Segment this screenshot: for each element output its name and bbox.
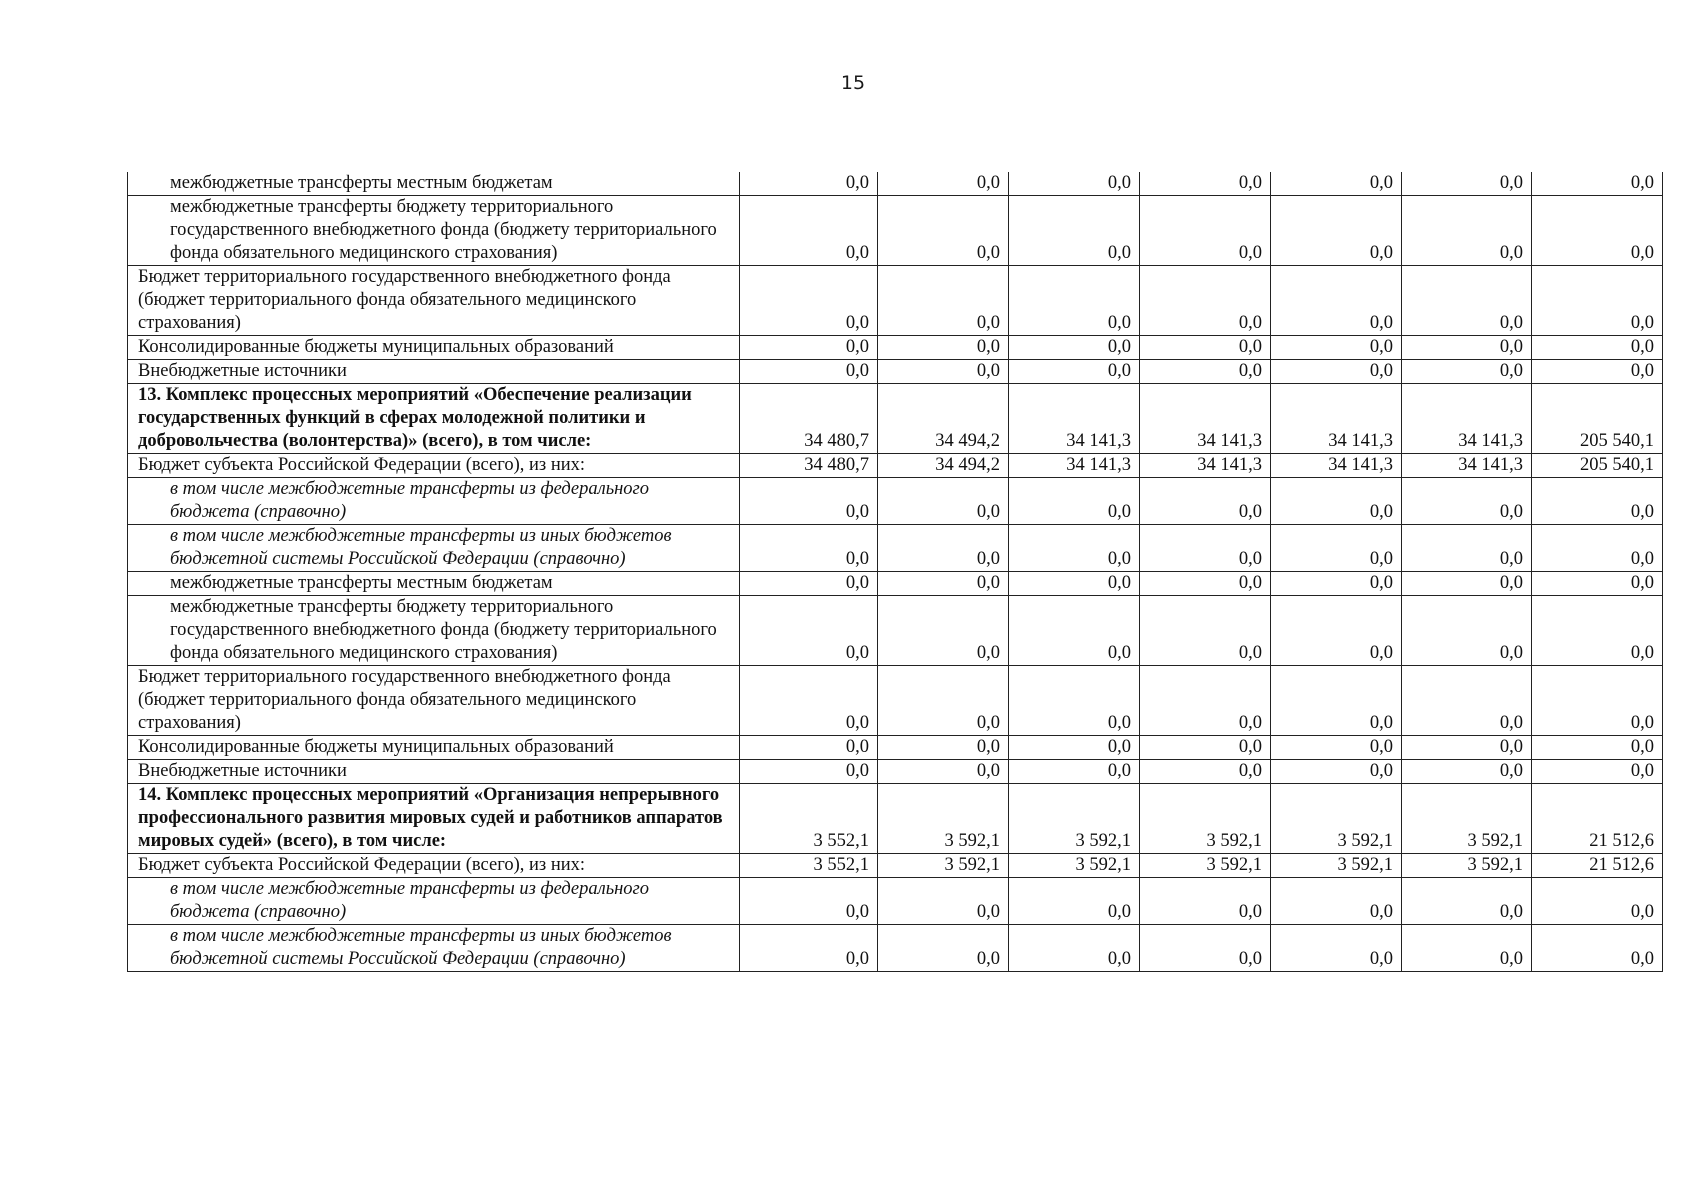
- value-cell: 0,0: [1271, 172, 1402, 196]
- value-cell: 0,0: [1140, 525, 1271, 572]
- table-row: [128, 760, 1663, 784]
- value-cell: 34 141,3: [1402, 384, 1532, 454]
- table-row: [128, 854, 1663, 878]
- value-cell: 0,0: [1271, 878, 1402, 925]
- value-cell: 34 141,3: [1271, 384, 1402, 454]
- value-cell: 0,0: [1271, 266, 1402, 336]
- value-cell: 0,0: [1271, 336, 1402, 360]
- value-cell: 0,0: [1009, 572, 1140, 596]
- value-cell: 0,0: [1140, 666, 1271, 736]
- row-label: в том числе межбюджетные трансферты из иных бюджетов бюджетной системы Российской Федерации (справочно): [128, 925, 740, 972]
- value-cell: 34 494,2: [878, 454, 1009, 478]
- value-cell: 0,0: [1402, 596, 1532, 666]
- value-cell: 0,0: [1140, 360, 1271, 384]
- value-cell: 34 480,7: [740, 454, 878, 478]
- row-label: Бюджет территориального государственного внебюджетного фонда (бюджет территориального фонда обязательного медицинского страхования): [128, 266, 740, 336]
- value-cell: 0,0: [740, 878, 878, 925]
- value-cell: 34 494,2: [878, 384, 1009, 454]
- value-cell: 34 141,3: [1009, 454, 1140, 478]
- value-cell: 0,0: [1271, 360, 1402, 384]
- row-label: 13. Комплекс процессных мероприятий «Обеспечение реализации государственных функций в сферах молодежной политики и добровольчества (волонтерства)» (всего), в том числе:: [128, 384, 740, 454]
- value-cell: 3 592,1: [1271, 854, 1402, 878]
- row-label: межбюджетные трансферты местным бюджетам: [128, 172, 740, 196]
- row-label: в том числе межбюджетные трансферты из федерального бюджета (справочно): [128, 478, 740, 525]
- value-cell: 34 141,3: [1402, 454, 1532, 478]
- value-cell: 34 141,3: [1140, 454, 1271, 478]
- value-cell: 0,0: [1140, 925, 1271, 972]
- row-label: межбюджетные трансферты бюджету территориального государственного внебюджетного фонда (бюджету территориального фонда обязательного медицинского страхования): [128, 596, 740, 666]
- value-cell: 0,0: [878, 760, 1009, 784]
- value-cell: 0,0: [1532, 596, 1663, 666]
- value-cell: 0,0: [1140, 878, 1271, 925]
- value-cell: 0,0: [1532, 760, 1663, 784]
- value-cell: 0,0: [1402, 266, 1532, 336]
- value-cell: 0,0: [1402, 878, 1532, 925]
- page-number: 15: [840, 72, 866, 94]
- value-cell: 0,0: [1140, 572, 1271, 596]
- value-cell: 0,0: [1532, 525, 1663, 572]
- value-cell: 0,0: [1009, 525, 1140, 572]
- value-cell: 34 480,7: [740, 384, 878, 454]
- table-row: [128, 360, 1663, 384]
- value-cell: 3 592,1: [1271, 784, 1402, 854]
- value-cell: 21 512,6: [1532, 784, 1663, 854]
- value-cell: 0,0: [1402, 525, 1532, 572]
- value-cell: 0,0: [1140, 336, 1271, 360]
- value-cell: 34 141,3: [1009, 384, 1140, 454]
- value-cell: 0,0: [740, 596, 878, 666]
- row-label: Консолидированные бюджеты муниципальных образований: [128, 736, 740, 760]
- table-row: [128, 878, 1663, 925]
- value-cell: 3 552,1: [740, 854, 878, 878]
- value-cell: 0,0: [878, 360, 1009, 384]
- value-cell: 0,0: [1009, 360, 1140, 384]
- value-cell: 0,0: [1009, 878, 1140, 925]
- value-cell: 205 540,1: [1532, 454, 1663, 478]
- value-cell: 0,0: [1532, 336, 1663, 360]
- table-row: [128, 478, 1663, 525]
- row-label: межбюджетные трансферты бюджету территориального государственного внебюджетного фонда (бюджету территориального фонда обязательного медицинского страхования): [128, 196, 740, 266]
- value-cell: 0,0: [740, 196, 878, 266]
- row-label: Бюджет субъекта Российской Федерации (всего), из них:: [128, 854, 740, 878]
- value-cell: 3 552,1: [740, 784, 878, 854]
- row-label: Бюджет территориального государственного внебюджетного фонда (бюджет территориального фонда обязательного медицинского страхования): [128, 666, 740, 736]
- value-cell: 3 592,1: [878, 854, 1009, 878]
- value-cell: 0,0: [1271, 666, 1402, 736]
- value-cell: 0,0: [740, 336, 878, 360]
- value-cell: 0,0: [1009, 336, 1140, 360]
- value-cell: 0,0: [1271, 572, 1402, 596]
- value-cell: 0,0: [1271, 196, 1402, 266]
- value-cell: 0,0: [878, 666, 1009, 736]
- value-cell: 34 141,3: [1140, 384, 1271, 454]
- value-cell: 21 512,6: [1532, 854, 1663, 878]
- value-cell: 0,0: [1532, 925, 1663, 972]
- value-cell: 0,0: [740, 666, 878, 736]
- value-cell: 0,0: [1140, 172, 1271, 196]
- value-cell: 0,0: [1009, 666, 1140, 736]
- table-row: [128, 784, 1663, 854]
- value-cell: 0,0: [1402, 478, 1532, 525]
- value-cell: 0,0: [740, 266, 878, 336]
- table-row: [128, 336, 1663, 360]
- value-cell: 3 592,1: [1140, 854, 1271, 878]
- value-cell: 0,0: [1271, 736, 1402, 760]
- value-cell: 0,0: [1009, 266, 1140, 336]
- row-label: в том числе межбюджетные трансферты из иных бюджетов бюджетной системы Российской Федерации (справочно): [128, 525, 740, 572]
- value-cell: 0,0: [1009, 925, 1140, 972]
- value-cell: 0,0: [740, 925, 878, 972]
- value-cell: 0,0: [1271, 760, 1402, 784]
- row-label: Бюджет субъекта Российской Федерации (всего), из них:: [128, 454, 740, 478]
- table-row: [128, 572, 1663, 596]
- row-label: межбюджетные трансферты местным бюджетам: [128, 572, 740, 596]
- value-cell: 0,0: [878, 172, 1009, 196]
- table-row: [128, 736, 1663, 760]
- value-cell: 0,0: [1532, 666, 1663, 736]
- table-row: [128, 925, 1663, 972]
- value-cell: 0,0: [878, 478, 1009, 525]
- table-row: [128, 525, 1663, 572]
- value-cell: 0,0: [1271, 525, 1402, 572]
- value-cell: 0,0: [1271, 596, 1402, 666]
- value-cell: 34 141,3: [1271, 454, 1402, 478]
- value-cell: 0,0: [1532, 878, 1663, 925]
- value-cell: 0,0: [878, 266, 1009, 336]
- table-row: [128, 172, 1663, 196]
- value-cell: 0,0: [1532, 172, 1663, 196]
- value-cell: 0,0: [1532, 736, 1663, 760]
- value-cell: 0,0: [1532, 360, 1663, 384]
- value-cell: 0,0: [1402, 360, 1532, 384]
- value-cell: 3 592,1: [1402, 854, 1532, 878]
- value-cell: 0,0: [740, 736, 878, 760]
- value-cell: 0,0: [1009, 760, 1140, 784]
- value-cell: 0,0: [1140, 736, 1271, 760]
- value-cell: 0,0: [878, 572, 1009, 596]
- value-cell: 0,0: [1402, 336, 1532, 360]
- row-label: Консолидированные бюджеты муниципальных образований: [128, 336, 740, 360]
- value-cell: 0,0: [1532, 572, 1663, 596]
- value-cell: 0,0: [740, 760, 878, 784]
- row-label: в том числе межбюджетные трансферты из федерального бюджета (справочно): [128, 878, 740, 925]
- value-cell: 0,0: [1009, 196, 1140, 266]
- value-cell: 0,0: [740, 525, 878, 572]
- value-cell: 0,0: [1532, 266, 1663, 336]
- value-cell: 0,0: [1532, 196, 1663, 266]
- value-cell: 0,0: [740, 172, 878, 196]
- value-cell: 0,0: [1402, 925, 1532, 972]
- value-cell: 0,0: [1271, 478, 1402, 525]
- table-row: [128, 384, 1663, 454]
- value-cell: 205 540,1: [1532, 384, 1663, 454]
- value-cell: 0,0: [1009, 172, 1140, 196]
- table-row: [128, 196, 1663, 266]
- value-cell: 3 592,1: [1140, 784, 1271, 854]
- value-cell: 0,0: [1402, 572, 1532, 596]
- value-cell: 0,0: [878, 596, 1009, 666]
- value-cell: 0,0: [740, 360, 878, 384]
- value-cell: 0,0: [878, 736, 1009, 760]
- row-label: 14. Комплекс процессных мероприятий «Организация непрерывного профессионального развития мировых судей и работников аппаратов мировых судей» (всего), в том числе:: [128, 784, 740, 854]
- value-cell: 0,0: [1140, 478, 1271, 525]
- value-cell: 0,0: [1532, 478, 1663, 525]
- value-cell: 0,0: [1271, 925, 1402, 972]
- value-cell: 0,0: [878, 878, 1009, 925]
- value-cell: 3 592,1: [1402, 784, 1532, 854]
- value-cell: 0,0: [878, 925, 1009, 972]
- value-cell: 0,0: [1402, 196, 1532, 266]
- value-cell: 0,0: [1140, 760, 1271, 784]
- table-row: [128, 266, 1663, 336]
- table-row: [128, 454, 1663, 478]
- value-cell: 0,0: [1009, 596, 1140, 666]
- value-cell: 0,0: [740, 572, 878, 596]
- value-cell: 0,0: [1009, 478, 1140, 525]
- value-cell: 0,0: [1140, 596, 1271, 666]
- value-cell: 0,0: [740, 478, 878, 525]
- row-label: Внебюджетные источники: [128, 360, 740, 384]
- table-body: [128, 172, 1663, 972]
- value-cell: 3 592,1: [1009, 854, 1140, 878]
- row-label: Внебюджетные источники: [128, 760, 740, 784]
- value-cell: 3 592,1: [878, 784, 1009, 854]
- value-cell: 3 592,1: [1009, 784, 1140, 854]
- value-cell: 0,0: [1402, 666, 1532, 736]
- value-cell: 0,0: [1402, 736, 1532, 760]
- value-cell: 0,0: [1402, 760, 1532, 784]
- value-cell: 0,0: [1140, 196, 1271, 266]
- value-cell: 0,0: [878, 336, 1009, 360]
- value-cell: 0,0: [1009, 736, 1140, 760]
- value-cell: 0,0: [1140, 266, 1271, 336]
- value-cell: 0,0: [878, 196, 1009, 266]
- value-cell: 0,0: [1402, 172, 1532, 196]
- budget-table: [127, 172, 1663, 972]
- value-cell: 0,0: [878, 525, 1009, 572]
- table-row: [128, 596, 1663, 666]
- table-row: [128, 666, 1663, 736]
